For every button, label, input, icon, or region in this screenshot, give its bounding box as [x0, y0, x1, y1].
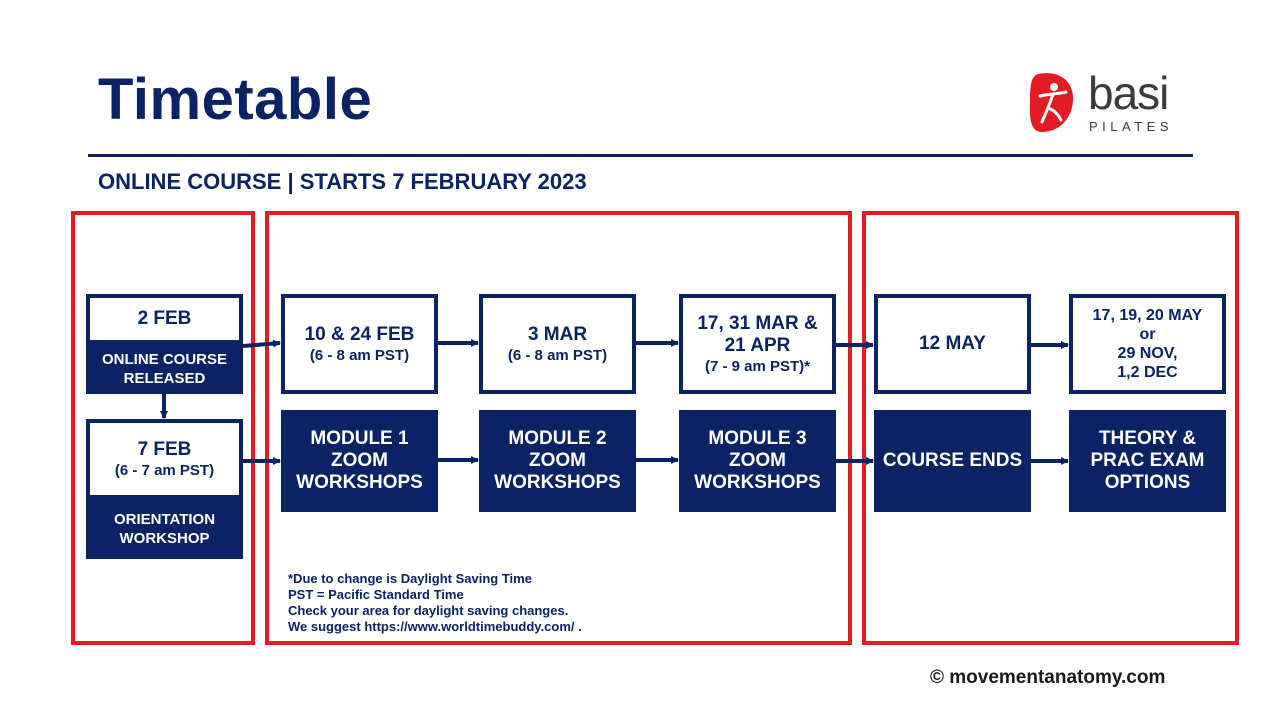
label-line: ORIENTATION — [113, 511, 216, 528]
date-text: 17, 19, 20 MAY — [1092, 307, 1203, 324]
copyright-text: © movementanatomy.com — [930, 667, 1166, 688]
time-text: (6 - 8 am PST) — [507, 346, 608, 364]
page-title: Timetable — [98, 67, 373, 132]
label-line: MODULE 2 — [508, 428, 607, 449]
label-line: MODULE 1 — [310, 428, 409, 449]
time-text: (6 - 8 am PST) — [309, 346, 410, 364]
arrow-feb2-to-module1 — [243, 343, 280, 346]
label-line: WORKSHOP — [119, 530, 210, 547]
label-line: WORKSHOPS — [694, 472, 821, 493]
footnote-line: *Due to change is Daylight Saving Time — [288, 571, 532, 586]
label-line: WORKSHOPS — [296, 472, 423, 493]
footnote-line: Check your area for daylight saving changes. — [288, 603, 569, 618]
label-line: RELEASED — [123, 370, 206, 387]
date-text: 7 FEB — [137, 438, 192, 460]
label-line: ZOOM — [729, 450, 786, 471]
label-line: MODULE 3 — [708, 428, 807, 449]
date-text: 17, 31 MAR & — [697, 312, 818, 334]
date-text: 1,2 DEC — [1117, 364, 1178, 381]
label-line: ONLINE COURSE — [101, 351, 227, 368]
label-line: COURSE ENDS — [882, 450, 1023, 471]
date-text: 3 MAR — [527, 323, 588, 345]
label-line: PRAC EXAM — [1090, 450, 1205, 471]
date-text: 12 MAY — [919, 333, 986, 354]
label-line: OPTIONS — [1104, 472, 1191, 493]
date-text: 21 APR — [724, 334, 791, 356]
logo-subtext: PILATES — [1089, 119, 1174, 134]
date-text: 2 FEB — [137, 308, 192, 329]
label-line: WORKSHOPS — [494, 472, 621, 493]
date-text: 29 NOV, — [1117, 345, 1178, 362]
date-text: or — [1139, 326, 1156, 343]
time-text: (6 - 7 am PST) — [114, 461, 215, 479]
footnote-line: PST = Pacific Standard Time — [288, 587, 464, 602]
label-line: ZOOM — [331, 450, 388, 471]
time-text: (7 - 9 am PST)* — [704, 357, 811, 375]
page-subtitle: ONLINE COURSE | STARTS 7 FEBRUARY 2023 — [98, 169, 587, 194]
logo-wordmark: basi — [1088, 67, 1169, 119]
footnotes — [288, 571, 582, 635]
label-line: ZOOM — [529, 450, 586, 471]
date-text: 10 & 24 FEB — [304, 323, 415, 345]
label-line: THEORY & — [1098, 428, 1197, 449]
footnote-line: We suggest https://www.worldtimebuddy.com/ . — [288, 619, 582, 634]
